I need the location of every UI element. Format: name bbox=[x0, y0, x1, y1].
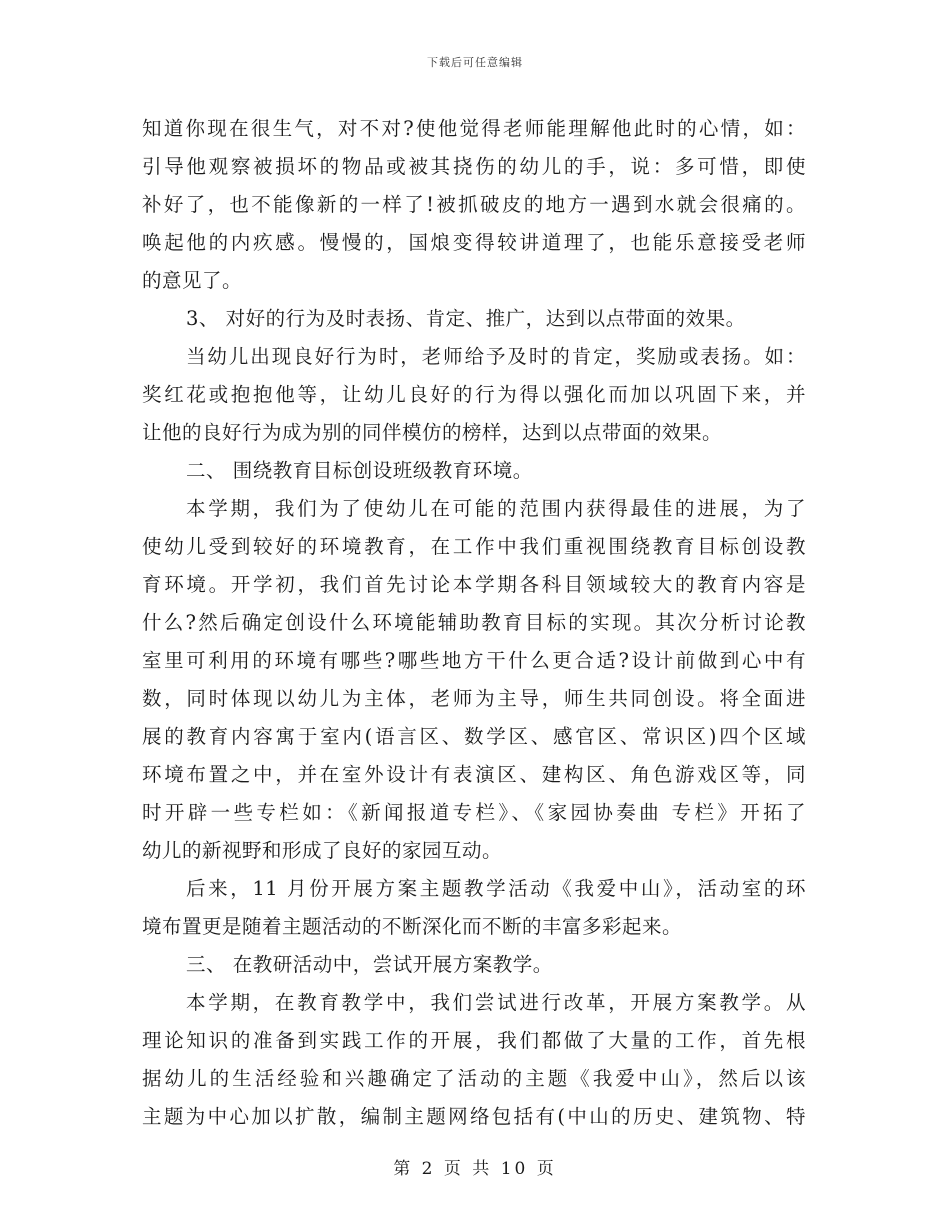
text-line: 本学期，在教育教学中，我们尝试进行改革，开展方案教学。从 bbox=[186, 991, 806, 1014]
text-line: 据幼儿的生活经验和兴趣确定了活动的主题《我爱中山》，然后以该 bbox=[142, 1067, 806, 1090]
text-line: 室里可利用的环境有哪些?哪些地方干什么更合适?设计前做到心中有 bbox=[142, 649, 806, 672]
text-line: 境布置更是随着主题活动的不断深化而不断的丰富多彩起来。 bbox=[142, 915, 683, 938]
text-line: 引导他观察被损坏的物品或被其挠伤的幼儿的手，说：多可惜，即使 bbox=[142, 155, 806, 178]
text-line: 幼儿的新视野和形成了良好的家园互动。 bbox=[142, 839, 503, 862]
text-line: 育环境。开学初，我们首先讨论本学期各科目领域较大的教育内容是 bbox=[142, 573, 806, 596]
document-body bbox=[142, 110, 806, 1136]
text-line: 的意见了。 bbox=[142, 269, 243, 292]
text-line: 时开辟一些专栏如：《新闻报道专栏》、《家园协奏曲 专栏》开拓了 bbox=[142, 801, 806, 824]
text-line: 奖红花或抱抱他等，让幼儿良好的行为得以强化而加以巩固下来，并 bbox=[142, 383, 806, 406]
text-line: 使幼儿受到较好的环境教育，在工作中我们重视围绕教育目标创设教 bbox=[142, 535, 806, 558]
page-footer: 第 2 页 共 10 页 bbox=[393, 1159, 557, 1179]
text-line: 补好了，也不能像新的一样了!被抓破皮的地方一遇到水就会很痛的。 bbox=[142, 193, 806, 216]
text-line: 主题为中心加以扩散，编制主题网络包括有(中山的历史、建筑物、特 bbox=[142, 1105, 806, 1128]
text-line: 当幼儿出现良好行为时，老师给予及时的肯定，奖励或表扬。如： bbox=[186, 345, 806, 368]
section-heading: 3、 对好的行为及时表扬、肯定、推广，达到以点带面的效果。 bbox=[186, 307, 746, 330]
section-heading: 三、 在教研活动中，尝试开展方案教学。 bbox=[186, 953, 553, 976]
text-line: 本学期，我们为了使幼儿在可能的范围内获得最佳的进展，为了 bbox=[186, 497, 806, 520]
text-line: 知道你现在很生气，对不对?使他觉得老师能理解他此时的心情，如： bbox=[142, 117, 806, 140]
text-line: 让他的良好行为成为别的同伴模仿的榜样，达到以点带面的效果。 bbox=[142, 421, 723, 444]
page-header: 下载后可任意编辑 bbox=[427, 56, 523, 69]
text-line: 唤起他的内疚感。慢慢的，国烺变得较讲道理了，也能乐意接受老师 bbox=[142, 231, 806, 254]
section-heading: 二、 围绕教育目标创设班级教育环境。 bbox=[186, 459, 533, 482]
text-line: 数，同时体现以幼儿为主体，老师为主导，师生共同创设。将全面进 bbox=[142, 687, 806, 710]
text-line: 什么?然后确定创设什么环境能辅助教育目标的实现。其次分析讨论教 bbox=[142, 611, 806, 634]
text-line: 环境布置之中，并在室外设计有表演区、建构区、角色游戏区等，同 bbox=[142, 763, 806, 786]
text-line: 展的教育内容寓于室内(语言区、数学区、感官区、常识区)四个区域 bbox=[142, 725, 806, 748]
text-line: 理论知识的准备到实践工作的开展，我们都做了大量的工作，首先根 bbox=[142, 1029, 806, 1052]
text-line: 后来，11 月份开展方案主题教学活动《我爱中山》，活动室的环 bbox=[186, 877, 806, 900]
